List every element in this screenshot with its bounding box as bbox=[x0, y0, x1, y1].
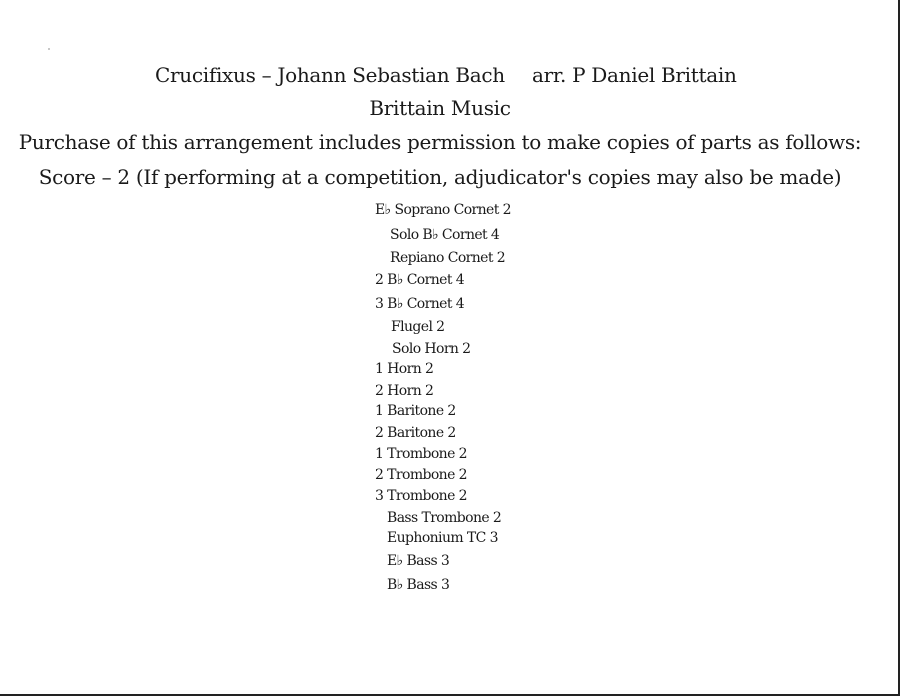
scan-speck bbox=[48, 48, 50, 50]
part-item: 2 B♭ Cornet 4 bbox=[375, 272, 465, 288]
piece-title: Crucifixus – Johann Sebastian Bach bbox=[155, 63, 505, 87]
part-item: 1 Trombone 2 bbox=[375, 446, 467, 462]
part-item: Flugel 2 bbox=[391, 319, 445, 335]
part-item: 3 B♭ Cornet 4 bbox=[375, 296, 465, 312]
part-item: 2 Horn 2 bbox=[375, 383, 434, 399]
part-item: 1 Baritone 2 bbox=[375, 403, 456, 419]
part-item: E♭ Bass 3 bbox=[387, 553, 450, 569]
part-item: B♭ Bass 3 bbox=[387, 577, 450, 593]
part-item: E♭ Soprano Cornet 2 bbox=[375, 202, 511, 218]
part-item: 3 Trombone 2 bbox=[375, 488, 467, 504]
part-item: 1 Horn 2 bbox=[375, 361, 434, 377]
title-line bbox=[0, 60, 900, 90]
part-item: 2 Trombone 2 bbox=[375, 467, 467, 483]
score-copies-note: Score – 2 (If performing at a competition, adjudicator's copies may also be made) bbox=[38, 165, 842, 189]
part-item: Euphonium TC 3 bbox=[387, 530, 498, 546]
part-item: Solo B♭ Cornet 4 bbox=[390, 227, 500, 243]
part-item: Bass Trombone 2 bbox=[387, 510, 502, 526]
part-item: Solo Horn 2 bbox=[392, 341, 471, 357]
part-item: Repiano Cornet 2 bbox=[390, 250, 506, 266]
part-item: 2 Baritone 2 bbox=[375, 425, 456, 441]
copy-permission-notice: Purchase of this arrangement includes permission to make copies of parts as follows: bbox=[18, 130, 862, 154]
arranger-credit: arr. P Daniel Brittain bbox=[532, 63, 737, 87]
publisher-name: Brittain Music bbox=[369, 96, 511, 120]
